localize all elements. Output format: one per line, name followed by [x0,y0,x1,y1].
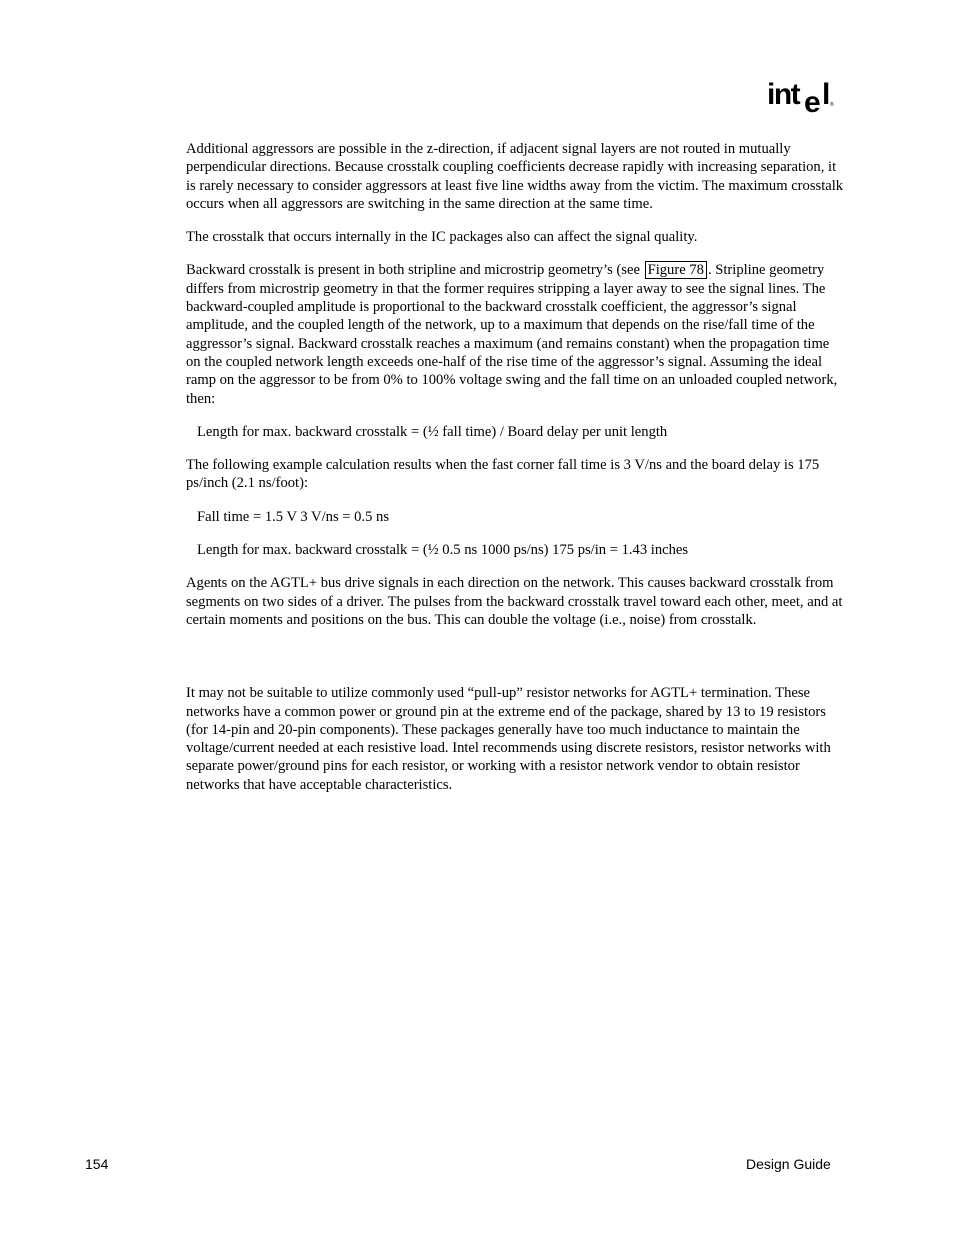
section-gap [186,644,846,684]
paragraph-text: Backward crosstalk is present in both stripline and microstrip geometry’s (see [186,262,644,279]
equation-length-result: Length for max. backward crosstalk = (½ 0.5 ns 1000 ps/ns) 175 ps/in = 1.43 inches [197,542,689,559]
registered-mark: ® [830,102,834,108]
intel-logo [766,76,836,116]
body-text [186,140,846,809]
paragraph-text: . Stripline geometry differs from microstrip geometry in that the former requires stripping a layer away to see the signal lines. The backward-coupled amplitude is proportional to the backward crosstalk coefficient, the aggressor’s signal amplitude, and the coupled length of the network, up to a maximum that depends on the rise/fall time of the aggressor’s signal. Backward crosstalk reaches a maximum (and remains constant) when the propagation time on the coupled network length exceeds one-half of the rise time of the aggressor’s signal. Assuming the ideal ramp on the aggressor to be from 0% to 100% voltage swing and the fall time on an unloaded coupled network, then: [186,262,838,407]
figure-78-link[interactable]: Figure 78 [645,261,707,279]
document-title: Design Guide [746,1156,831,1172]
equation-max-length: Length for max. backward crosstalk = (½ fall time) / Board delay per unit length [197,423,668,440]
paragraph-additional-aggressors: Additional aggressors are possible in the z-direction, if adjacent signal layers are not routed in mutually perpendicular directions. Because crosstalk coupling coefficients decrease rapidly with increasing separation, it is rarely necessary to consider aggressors at least five line widths away from the victim. The maximum crosstalk occurs when all aggressors are switching in the same direction at the same time. [186,141,844,212]
paragraph-ic-package-crosstalk: The crosstalk that occurs internally in the IC packages also can affect the signal quality. [186,229,698,246]
paragraph-backward-crosstalk [186,261,846,407]
paragraph-resistor-networks: It may not be suitable to utilize commonly used “pull-up” resistor networks for AGTL+ termination. These networks have a common power or ground pin at the extreme end of the package, shared by 13 to 19 resistors (for 14-pin and 20-pin components). These packages generally have too much inductance to maintain the voltage/current needed at each resistive load. Intel recommends using discrete resistors, resistor networks with separate power/ground pins for each resistor, or working with a resistor network vendor to obtain resistor networks that have acceptable characteristics. [186,685,831,793]
logo-text-l: l [822,78,831,111]
page-number: 154 [85,1156,109,1172]
logo-text-e: e [804,86,821,116]
paragraph-agtl-bus-agents: Agents on the AGTL+ bus drive signals in each direction on the network. This causes backward crosstalk from segments on two sides of a driver. The pulses from the backward crosstalk travel toward each other, meet, and at certain moments and positions on the bus. This can double the voltage (i.e., noise) from crosstalk. [186,575,843,628]
logo-text-int: int [767,78,800,111]
equation-fall-time: Fall time = 1.5 V 3 V/ns = 0.5 ns [197,508,390,525]
paragraph-example-calculation: The following example calculation results when the fast corner fall time is 3 V/ns and the board delay is 175 ps/inch (2.1 ns/foot): [186,457,820,492]
